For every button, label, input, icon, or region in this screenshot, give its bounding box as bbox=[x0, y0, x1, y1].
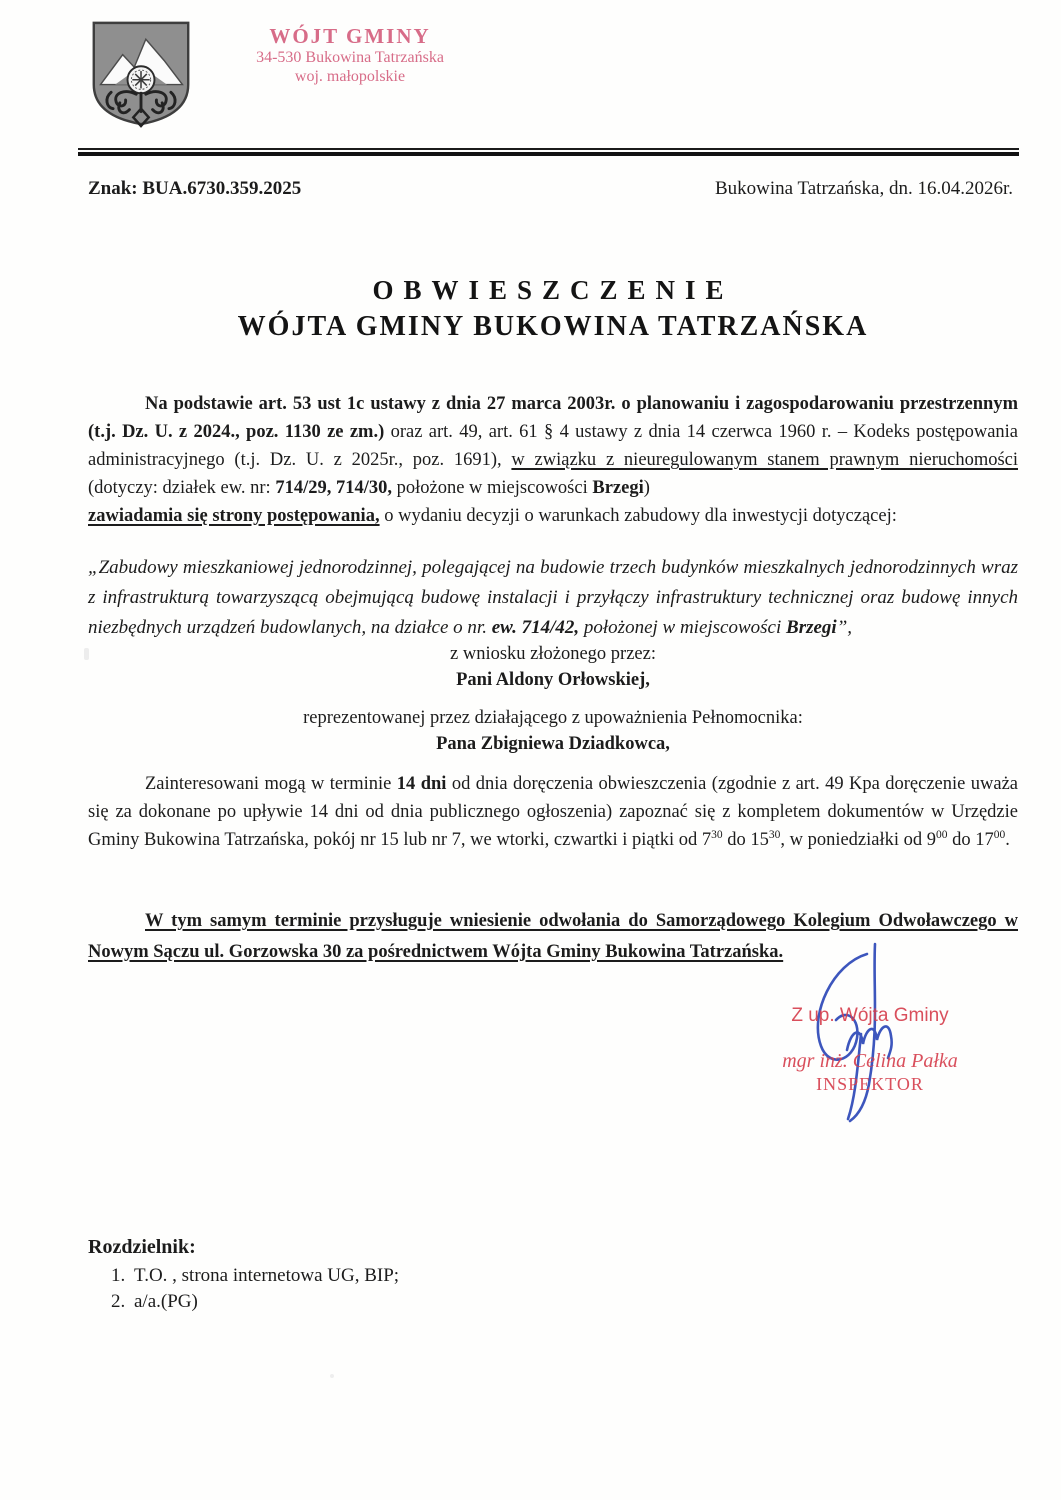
scan-artifact bbox=[84, 648, 89, 660]
paragraph-investment-description bbox=[88, 553, 1018, 643]
applicant-block bbox=[88, 641, 1018, 693]
text-segment: Brzegi bbox=[592, 478, 644, 498]
coat-of-arms bbox=[88, 18, 194, 128]
title-line2: WÓJTA GMINY BUKOWINA TATRZAŃSKA bbox=[237, 311, 869, 342]
text-segment: ew. 714/42, bbox=[491, 617, 580, 638]
paragraph-deadline-info bbox=[88, 770, 1018, 854]
applicant-name: Pani Aldony Orłowskiej, bbox=[456, 670, 650, 690]
rosette-icon bbox=[128, 66, 155, 93]
text-segment: do 17 bbox=[947, 830, 994, 850]
text-segment: w związku z nieuregulowanym stanem prawnym nieruchomości bbox=[511, 450, 1019, 470]
signatory-title: INSPEKTOR bbox=[816, 1074, 924, 1094]
paragraph-legal-basis bbox=[88, 390, 1018, 502]
representative-intro: reprezentowanej przez działającego z upoważnienia Pełnomocnika: bbox=[303, 708, 803, 728]
text-segment: ”, bbox=[836, 617, 853, 638]
text-segment: położonej w miejscowości bbox=[579, 617, 787, 638]
scan-artifact bbox=[330, 1374, 334, 1378]
text-segment: 00 bbox=[993, 828, 1006, 841]
place-and-date: Bukowina Tatrzańska, dn. 16.04.2026r. bbox=[714, 178, 1013, 199]
text-segment: ) bbox=[643, 478, 650, 498]
text-segment: do 15 bbox=[722, 830, 769, 850]
applicant-intro: z wniosku złożonego przez: bbox=[450, 644, 656, 664]
signatory-name: mgr inż. Celina Pałka bbox=[782, 1050, 958, 1072]
text-segment: o wydaniu decyzji o warunkach zabudowy dla inwestycji dotyczącej: bbox=[379, 506, 897, 526]
text-segment: , w poniedziałki od 9 bbox=[780, 830, 937, 850]
distribution-item: 2. a/a.(PG) bbox=[130, 1289, 588, 1315]
text-segment: 30 bbox=[768, 828, 781, 841]
text-segment: „Zabudowy mieszkaniowej jednorodzinnej, polegającej na budowie trzech budynków mieszkalnych jednorodzinnych wraz z infrastrukturą towarzyszącą obejmującą budowę instalacji i przyłączy infrastruktury technicznej oraz budowę innych niezbędnych urządzeń budowlanych, na działce o nr. bbox=[88, 557, 1018, 638]
text-segment: . bbox=[1005, 830, 1010, 850]
office-stamp bbox=[240, 24, 460, 87]
representative-block bbox=[88, 705, 1018, 757]
text-segment: 714/29, 714/30, bbox=[275, 478, 392, 498]
document-title bbox=[88, 272, 1018, 346]
signature-authority: Z up. Wójta Gminy bbox=[791, 1005, 949, 1026]
paragraph-notification bbox=[88, 502, 1018, 530]
text-segment: 14 dni bbox=[396, 774, 447, 794]
text-segment: 30 bbox=[711, 828, 723, 841]
stamp-line3: woj. małopolskie bbox=[294, 67, 406, 85]
text-segment: położone w miejscowości bbox=[391, 478, 593, 498]
text-segment: zawiadamia się strony postępowania, bbox=[88, 506, 380, 526]
title-line1: OBWIESZCZENIE bbox=[372, 275, 734, 305]
case-reference: Znak: BUA.6730.359.2025 bbox=[88, 178, 302, 199]
text-segment: oraz art. 49, art. 61 § 4 ustawy z dnia 14 czerwca 1960 r. – Kodeks postępowania administracyjnego (t.j. Dz. U. z 2025r., poz. 1691), bbox=[88, 422, 1019, 470]
text-segment: od dnia doręczenia obwieszczenia (zgodnie z art. 49 Kpa doręczenie uważa się za dokonane po upływie 14 dni od dnia publicznego ogłoszenia) zapoznać się z kompletem dokumentów w Urzędzie Gminy Bukowina Tatrzańska, pokój nr 15 lub nr 7, we wtorki, czwartki i piątki od 7 bbox=[88, 774, 1019, 850]
distribution-section bbox=[88, 1236, 588, 1315]
distribution-list bbox=[88, 1263, 588, 1315]
stamp-line1: WÓJT GMINY bbox=[269, 24, 431, 48]
distribution-heading: Rozdzielnik: bbox=[88, 1236, 196, 1258]
signature-stamp bbox=[775, 1005, 965, 1095]
stamp-line2: 34-530 Bukowina Tatrzańska bbox=[256, 48, 444, 66]
text-segment: 00 bbox=[936, 828, 948, 841]
text-segment: Na podstawie art. 53 ust 1c ustawy z dnia 27 marca 2003r. o planowaniu i zagospodarowaniu przestrzennym (t.j. Dz. U. z 2024., poz. 1130 ze zm.) bbox=[88, 394, 1018, 442]
text-segment: (dotyczy: działek ew. nr: bbox=[88, 478, 276, 498]
text-segment: Zainteresowani mogą w terminie bbox=[145, 774, 397, 794]
text-segment: Brzegi bbox=[786, 617, 837, 638]
distribution-item: 1. T.O. , strona internetowa UG, BIP; bbox=[130, 1263, 588, 1289]
header-divider bbox=[78, 148, 1019, 156]
representative-name: Pana Zbigniewa Dziadkowca, bbox=[436, 734, 670, 754]
meta-row bbox=[88, 178, 1013, 200]
text-segment: W tym samym terminie przysługuje wniesienie odwołania do Samorządowego Kolegium Odwoławczego w Nowym Sączu ul. Gorzowska 30 za pośrednictwem Wójta Gminy Bukowina Tatrzańska. bbox=[88, 911, 1018, 962]
